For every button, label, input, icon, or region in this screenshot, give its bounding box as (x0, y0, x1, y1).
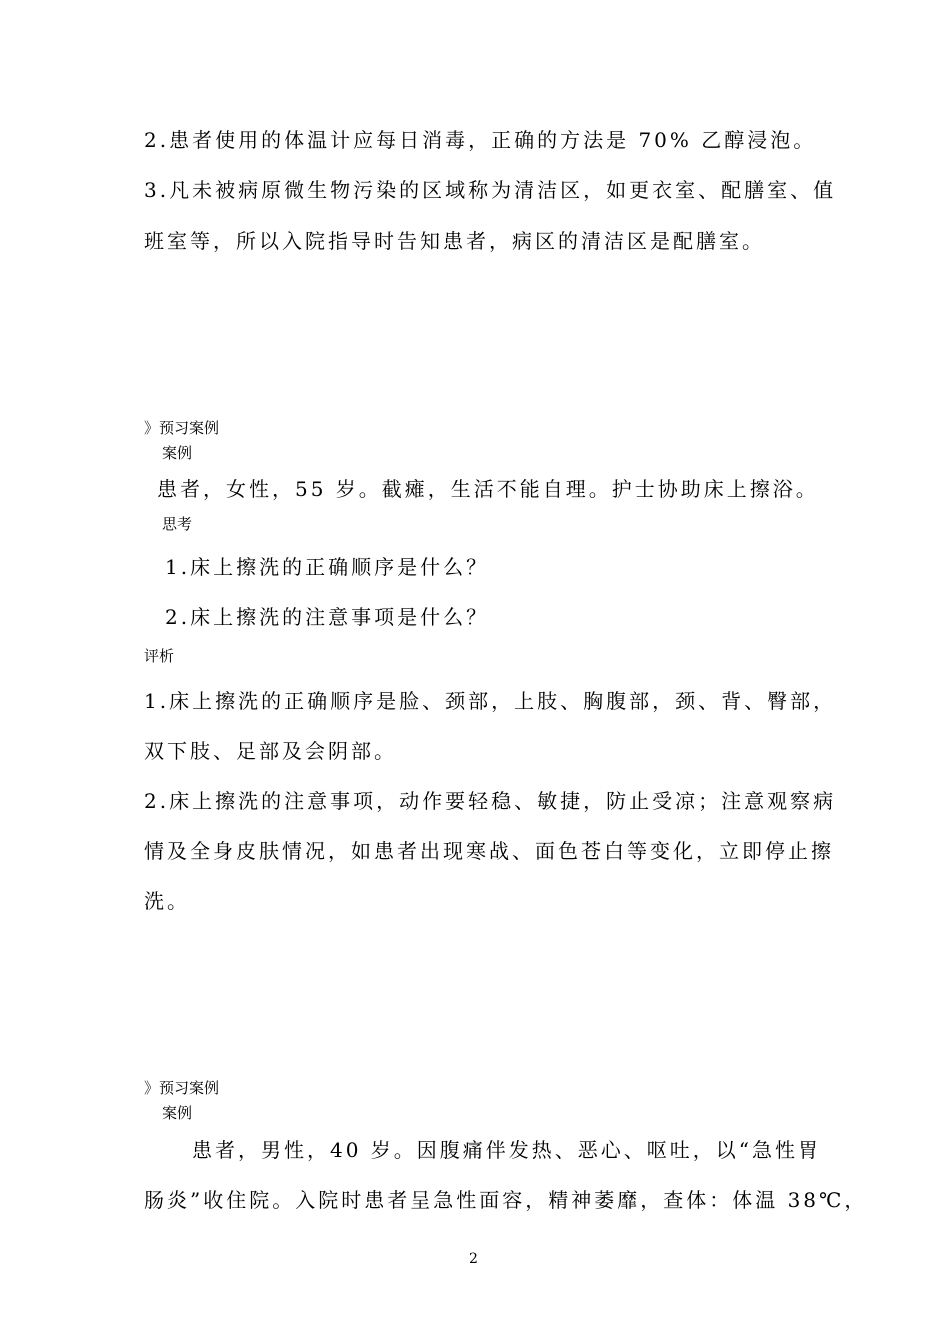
section1-question-2: 2.床上擦洗的注意事项是什么？ (165, 605, 490, 629)
section1-question-1: 1.床上擦洗的正确顺序是什么？ (165, 555, 490, 579)
intro-line-3: 班室等，所以入院指导时告知患者，病区的清洁区是配膳室。 (144, 229, 765, 253)
section1-think-label: 思考 (162, 515, 193, 533)
section1-answer-2-line-3: 洗。 (144, 889, 190, 913)
section2-heading: 》预习案例 (144, 1079, 220, 1097)
page-number: 2 (469, 1251, 478, 1267)
section1-case-text: 患者，女性，55 岁。截瘫，生活不能自理。护士协助床上擦浴。 (157, 477, 819, 501)
section1-answer-2-line-2: 情及全身皮肤情况，如患者出现寒战、面色苍白等变化，立即停止擦 (144, 839, 834, 863)
intro-line-1: 2.患者使用的体温计应每日消毒，正确的方法是 70% 乙醇浸泡。 (144, 128, 817, 152)
intro-line-2: 3.凡未被病原微生物污染的区域称为清洁区，如更衣室、配膳室、值 (144, 178, 837, 202)
section2-case-line-1: 患者，男性，40 岁。因腹痛伴发热、恶心、呕吐，以“急性胃 (192, 1138, 822, 1162)
section1-answer-2-line-1: 2.床上擦洗的注意事项，动作要轻稳、敏捷，防止受凉；注意观察病 (144, 789, 837, 813)
section1-case-label: 案例 (162, 444, 193, 462)
section1-heading: 》预习案例 (144, 419, 220, 437)
section1-answer-1-line-1: 1.床上擦洗的正确顺序是脸、颈部，上肢、胸腹部，颈、背、臀部， (144, 689, 837, 713)
section1-answer-1-line-2: 双下肢、足部及会阴部。 (144, 739, 397, 763)
section1-analysis-label: 评析 (144, 647, 175, 665)
section2-case-label: 案例 (162, 1104, 193, 1122)
section2-case-line-2: 肠炎”收住院。入院时患者呈急性面容，精神萎靡，查体：体温 38℃， (144, 1188, 868, 1212)
